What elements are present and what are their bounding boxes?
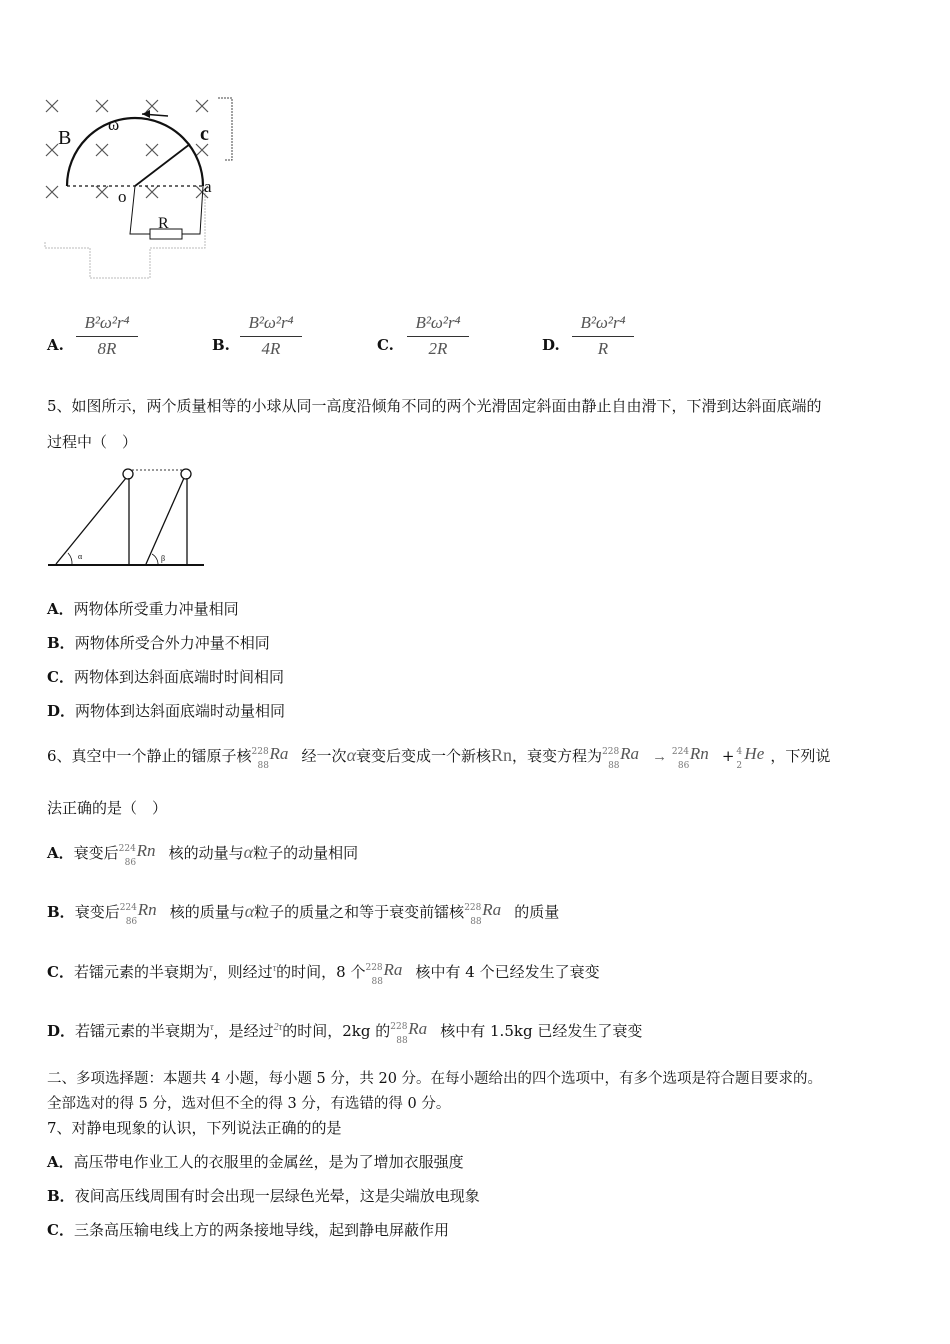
ra-nuclide: 228 88 Ra bbox=[251, 744, 289, 771]
q6-C-text-2: ，则经过 bbox=[212, 963, 273, 981]
q6-A-text-3: 粒子的动量相同 bbox=[253, 844, 359, 862]
rn-symbol: Rn bbox=[491, 745, 513, 765]
q5-option-D-label: D． bbox=[47, 702, 76, 720]
q7-option-C[interactable] bbox=[47, 1219, 449, 1241]
q6-D-text-3: 的时间，2kg 的 bbox=[282, 1022, 391, 1040]
q6-B-text-3: 粒子的质量之和等于衰变前镭核 bbox=[254, 903, 465, 921]
q4-option-C-label[interactable]: C. bbox=[377, 336, 394, 354]
q5-option-B[interactable] bbox=[47, 632, 270, 654]
q6-A-rn: 224 86 Rn bbox=[118, 841, 156, 868]
label-beta: β bbox=[161, 554, 166, 563]
q4-C-numerator: B²ω²r⁴ bbox=[415, 313, 461, 332]
q7-option-C-text: 三条高压输电线上方的两条接地导线，起到静电屏蔽作用 bbox=[73, 1221, 449, 1239]
q5-stem-line1: 5、如图所示，两个质量相等的小球从同一高度沿倾角不同的两个光滑固定斜面由静止自由滑下，下滑到达斜面底端的 bbox=[47, 397, 822, 415]
q6-B-alpha: α bbox=[244, 901, 255, 921]
q4-B-denominator: 4R bbox=[261, 339, 281, 358]
q7-option-B-text: 夜间高压线周围有时会出现一层绿色光晕，这是尖端放电现象 bbox=[74, 1187, 480, 1205]
label-R: R bbox=[158, 215, 169, 232]
q5-option-B-text: 两物体所受合外力冲量不相同 bbox=[74, 634, 270, 652]
semicircle-rail bbox=[67, 118, 203, 186]
q6-option-A-label: A． bbox=[47, 844, 74, 862]
q6-text-5: ，下列说 bbox=[770, 747, 831, 765]
q6-D-tau: τ bbox=[210, 1022, 214, 1033]
q6-C-text-1: 若镭元素的半衰期为 bbox=[73, 963, 209, 981]
label-alpha: α bbox=[78, 552, 83, 561]
q6-stem-line1 bbox=[47, 743, 830, 771]
q6-option-D-label: D． bbox=[47, 1022, 76, 1040]
q7-stem: 7、对静电现象的认识，下列说法正确的的是 bbox=[47, 1119, 342, 1137]
label-B: B bbox=[58, 127, 72, 149]
q6-B-text-4: 的质量 bbox=[514, 903, 560, 921]
q6-stem-line2: 法正确的是（ ） bbox=[47, 799, 168, 817]
alpha-symbol: α bbox=[346, 745, 357, 765]
q4-option-A-label[interactable]: A. bbox=[47, 336, 64, 354]
q6-text-1: 6、真空中一个静止的镭原子核 bbox=[47, 747, 252, 765]
section2-heading-line2: 全部选对的得 5 分，选对但不全的得 3 分，有选错的得 0 分。 bbox=[47, 1096, 451, 1112]
q6-B-text-2: 核的质量与 bbox=[169, 903, 245, 921]
q4-A-denominator: 8R bbox=[97, 339, 117, 358]
q6-C-tau: τ bbox=[208, 963, 213, 974]
q4-D-denominator: R bbox=[597, 339, 609, 358]
q6-option-D[interactable] bbox=[47, 1017, 642, 1046]
q6-B-text-1: 衰变后 bbox=[74, 903, 120, 921]
rotating-rod bbox=[135, 144, 190, 186]
q7-option-A[interactable] bbox=[47, 1151, 464, 1173]
q5-option-D-text: 两物体到达斜面底端时动量相同 bbox=[75, 702, 286, 720]
q6-option-B-label: B． bbox=[47, 903, 75, 921]
q7-option-A-label: A． bbox=[47, 1153, 74, 1171]
q6-A-text-1: 衰变后 bbox=[73, 844, 119, 862]
q6-C-tau-2: τ bbox=[272, 963, 277, 974]
q4-B-numerator: B²ω²r⁴ bbox=[248, 313, 294, 332]
equation-he: 4 2 He bbox=[736, 744, 765, 771]
q4-D-numerator: B²ω²r⁴ bbox=[580, 313, 626, 332]
q4-C-denominator: 2R bbox=[428, 339, 448, 358]
q6-D-text-4: 核中有 1.5kg 已经发生了衰变 bbox=[440, 1022, 643, 1040]
q6-C-text-4: 核中有 4 个已经发生了衰变 bbox=[415, 963, 600, 981]
q7-option-C-label: C． bbox=[47, 1221, 74, 1239]
q6-A-text-2: 核的动量与 bbox=[168, 844, 244, 862]
q4-option-A-fraction bbox=[76, 312, 138, 360]
incline-figure bbox=[46, 464, 208, 572]
label-o: o bbox=[118, 187, 127, 206]
q6-D-ra: 228 88 Ra bbox=[390, 1019, 428, 1046]
q6-text-2: 经一次 bbox=[301, 747, 347, 765]
q6-text-4: ，衰变方程为 bbox=[512, 747, 603, 765]
equation-ra: 228 88 Ra bbox=[602, 744, 639, 771]
rotating-rod-figure bbox=[40, 92, 240, 282]
q6-D-text-1: 若镭元素的半衰期为 bbox=[75, 1022, 211, 1040]
q5-option-C[interactable] bbox=[47, 666, 284, 688]
q6-option-C-label: C． bbox=[47, 963, 74, 981]
q6-C-text-3: 的时间，8 个 bbox=[276, 963, 366, 981]
label-a: a bbox=[204, 177, 212, 196]
q4-option-B-fraction bbox=[240, 312, 302, 360]
q6-option-B[interactable] bbox=[47, 899, 559, 927]
q6-option-C[interactable] bbox=[47, 958, 600, 987]
equation-rn: 224 86 Rn bbox=[671, 744, 709, 771]
q4-A-numerator: B²ω²r⁴ bbox=[84, 313, 130, 332]
q7-option-B-label: B． bbox=[47, 1187, 75, 1205]
equation-plus: + bbox=[721, 747, 735, 765]
section2-heading-line1: 二、多项选择题：本题共 4 小题，每小题 5 分，共 20 分。在每小题给出的四个选项中，有多个选项是符合题目要求的。 bbox=[47, 1071, 823, 1087]
q4-option-C-fraction bbox=[407, 312, 469, 360]
q5-option-C-label: C． bbox=[47, 668, 74, 686]
decay-arrow: → bbox=[652, 749, 668, 765]
q5-stem-line2: 过程中（ ） bbox=[47, 433, 138, 451]
q5-option-A-label: A． bbox=[47, 600, 74, 618]
q4-option-D-fraction bbox=[572, 312, 634, 360]
q6-text-3: 衰变后变成一个新核 bbox=[356, 747, 492, 765]
q5-option-D[interactable] bbox=[47, 700, 285, 722]
q6-B-rn: 224 86 Rn bbox=[119, 900, 157, 927]
q4-option-D-label[interactable]: D. bbox=[542, 336, 560, 354]
q6-A-alpha: α bbox=[243, 842, 254, 862]
q5-option-C-text: 两物体到达斜面底端时时间相同 bbox=[73, 668, 284, 686]
q6-D-two-tau: 2τ bbox=[273, 1022, 283, 1033]
q5-option-A[interactable] bbox=[47, 598, 239, 620]
q7-option-B[interactable] bbox=[47, 1185, 480, 1207]
q6-option-A[interactable] bbox=[47, 840, 358, 868]
q6-C-ra: 228 88 Ra bbox=[365, 960, 403, 987]
q6-B-ra: 228 88 Ra bbox=[464, 900, 502, 927]
q4-option-B-label[interactable]: B. bbox=[212, 336, 230, 354]
q5-option-B-label: B． bbox=[47, 634, 75, 652]
q7-option-A-text: 高压带电作业工人的衣服里的金属丝，是为了增加衣服强度 bbox=[73, 1153, 464, 1171]
q6-D-text-2: ，是经过 bbox=[213, 1022, 274, 1040]
label-c: c bbox=[200, 123, 209, 145]
label-omega: ω bbox=[108, 115, 120, 134]
q5-option-A-text: 两物体所受重力冲量相同 bbox=[73, 600, 239, 618]
